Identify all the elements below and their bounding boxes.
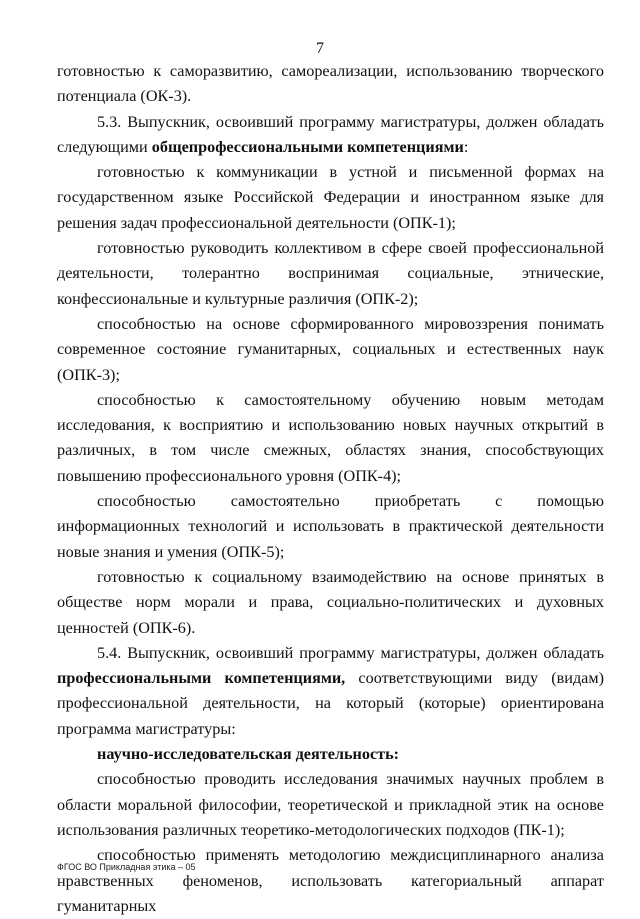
footer-standard-code: ФГОС ВО Прикладная этика – 05 (57, 862, 196, 872)
paragraph-5-3-colon: : (463, 137, 469, 156)
paragraph-opk4: способностью к самостоятельному обучению новым методам исследования, к восприятию и использованию новых научных открытий в различных, в том числе смежных, областях знания, способствующих повышению профессионального уровня (ОПК-4); (57, 390, 604, 485)
paragraph-5-4 (57, 641, 604, 742)
page-number: 7 (316, 40, 324, 57)
paragraph-opk1: готовностью к коммуникации в устной и письменной формах на государственном языке Российской Федерации и иностранном языке для решения задач профессиональной деятельности (ОПК-1); (57, 163, 604, 232)
paragraph-opk2: готовностью руководить коллективом в сфере своей профессиональной деятельности, толерантно воспринимая социальные, этнические, конфессиональные и культурные различия (ОПК-2); (57, 239, 604, 308)
paragraph-5-4-text: 5.4. Выпускник, освоивший программу магистратуры, должен обладать (97, 643, 604, 662)
term-general-professional-competencies: общепрофессиональными компетенциями (151, 137, 464, 156)
paragraph-pk2-start: способностью применять методологию междисциплинарного анализа нравственных феноменов, использовать категориальный аппарат гуманитарных (57, 846, 604, 915)
paragraph-opk3: способностью на основе сформированного мировоззрения понимать современное состояние гуманитарных, социальных и естественных наук (ОПК-3); (57, 314, 604, 384)
term-professional-competencies: профессиональными компетенциями, (57, 669, 346, 688)
paragraph-ok3: готовностью к саморазвитию, самореализации, использованию творческого потенциала (ОК-3). (57, 62, 604, 106)
activity-heading-research: научно-исследовательская деятельность: (97, 745, 400, 764)
paragraph-5-3-text: 5.3. Выпускник, освоивший программу магистратуры, должен обладать следующими (57, 112, 604, 156)
document-body (57, 59, 604, 919)
paragraph-5-4-continuation: соответствующими виду (видам) профессиональной деятельности, на который (которые) ориентирована программа магистратуры: (57, 669, 605, 738)
paragraph-opk5: способностью самостоятельно приобретать с помощью информационных технологий и использовать в практической деятельности новые знания и умения (ОПК-5); (57, 492, 604, 561)
paragraph-pk1: способностью проводить исследования значимых научных проблем в области моральной философии, теоретической и прикладной этик на основе использования различных теоретико-методологических подходов (ПК-1); (57, 770, 604, 839)
paragraph-5-3 (57, 110, 604, 161)
paragraph-opk6: готовностью к социальному взаимодействию на основе принятых в обществе норм морали и права, социально-политических и духовных ценностей (ОПК-6). (57, 567, 604, 637)
